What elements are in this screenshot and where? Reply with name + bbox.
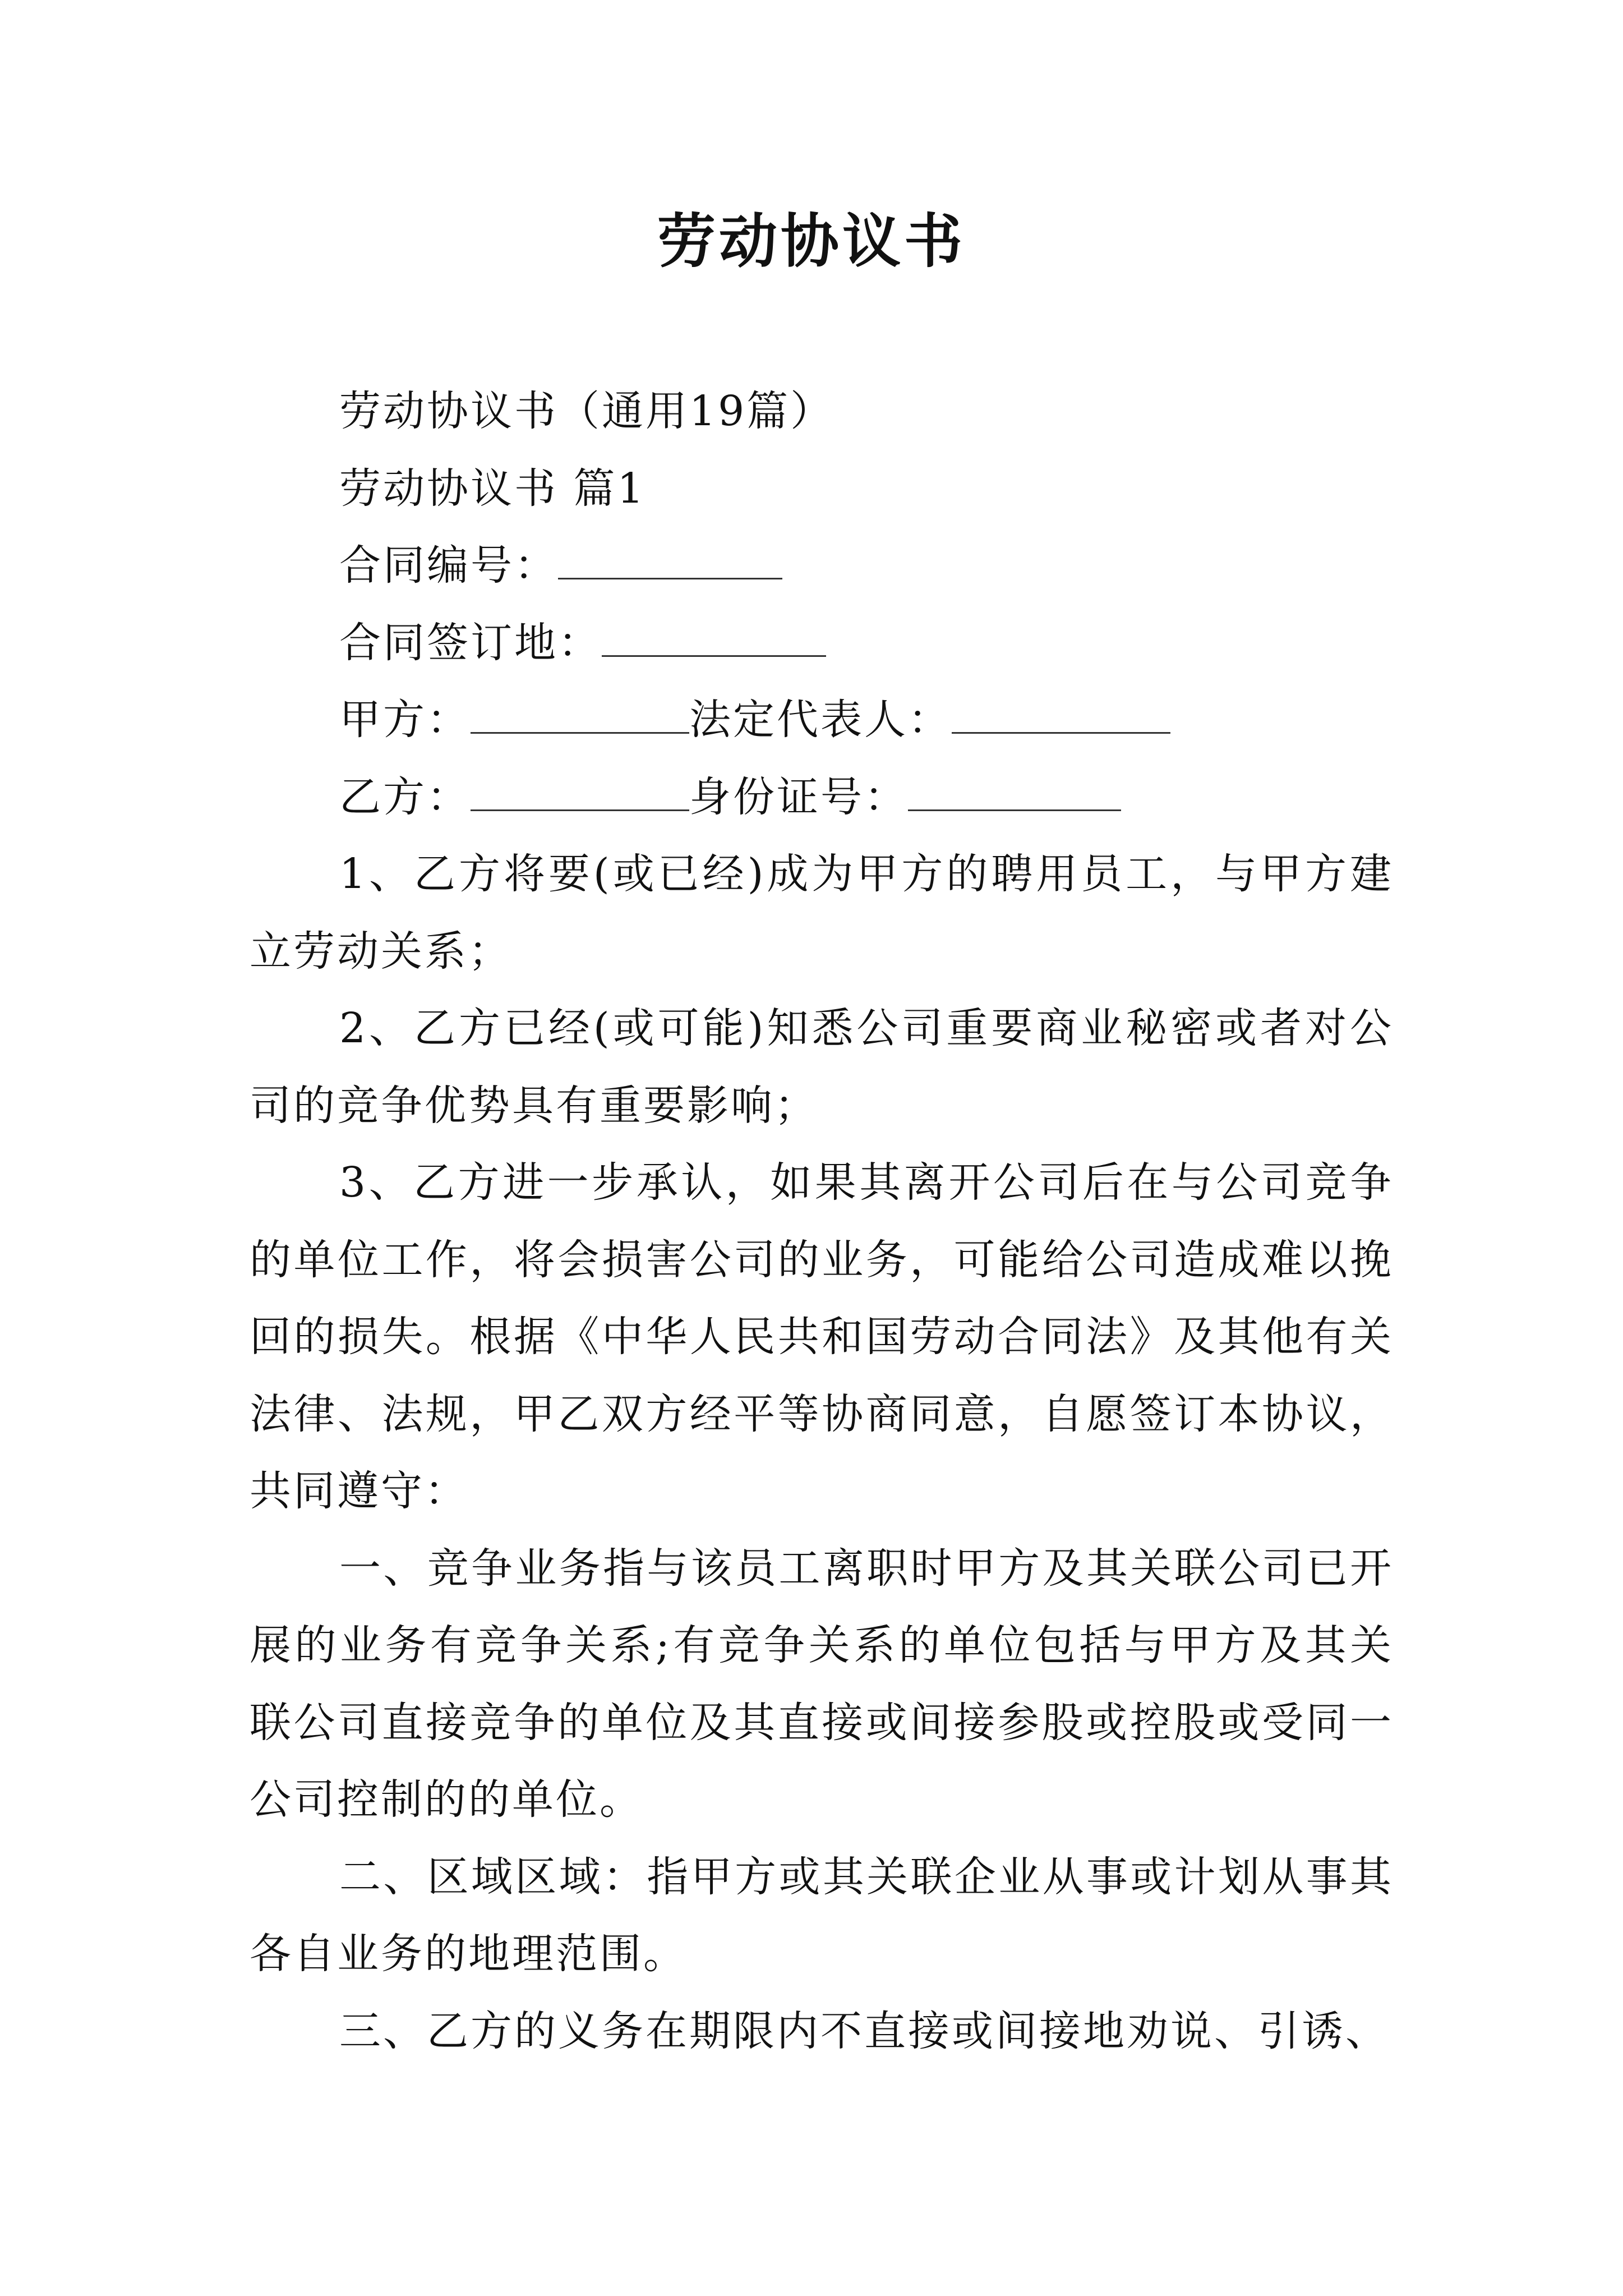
contract-number-blank	[558, 544, 782, 579]
document-title: 劳动协议书	[657, 206, 966, 275]
party-b-label: 乙方：	[339, 772, 471, 821]
party-a-label: 甲方：	[339, 696, 471, 744]
paragraph: 二、区域区域：指甲方或其关联企业从事或计划从事其各自业务的地理范围。	[250, 1852, 1394, 1978]
paragraph: 一、竞争业务指与该员工离职时甲方及其关联公司已开展的业务有竞争关系;有竞争关系的单位包括与甲方及其关联公司直接竞争的单位及其直接或间接参股或控股或受同一公司控制的的单位。	[250, 1544, 1394, 1824]
id-number-blank	[908, 776, 1121, 811]
party-a-row	[250, 682, 1394, 759]
contract-place-label: 合同签订地：	[339, 618, 602, 667]
contract-place-row	[250, 605, 1394, 682]
contract-number-label: 合同编号：	[339, 541, 558, 590]
party-b-row	[250, 759, 1394, 836]
contract-place-blank	[602, 622, 826, 657]
paragraph: 三、乙方的义务在期限内不直接或间接地劝说、引诱、	[339, 2007, 1389, 2055]
paragraph: 3、乙方进一步承认，如果其离开公司后在与公司竞争的单位工作，将会损害公司的业务，可能给公司造成难以挽回的损失。根据《中华人民共和国劳动合同法》及其他有关法律、法规，甲乙双方经平等协商同意，自愿签订本协议，共同遵守：	[250, 1158, 1394, 1515]
party-b-blank	[471, 776, 689, 811]
contract-number-row	[250, 527, 1394, 605]
document-subtitle: 劳动协议书（通用19篇）	[339, 387, 834, 435]
id-number-label: 身份证号：	[689, 772, 908, 821]
legal-rep-blank	[952, 698, 1170, 734]
paragraph: 2、乙方已经(或可能)知悉公司重要商业秘密或者对公司的竞争优势具有重要影响；	[250, 1004, 1394, 1130]
legal-rep-label: 法定代表人：	[689, 696, 952, 744]
section-heading: 劳动协议书 篇1	[339, 464, 646, 513]
party-a-blank	[471, 698, 689, 734]
document-body	[250, 373, 1394, 2070]
paragraph: 1、乙方将要(或已经)成为甲方的聘用员工，与甲方建立劳动关系；	[250, 850, 1394, 976]
